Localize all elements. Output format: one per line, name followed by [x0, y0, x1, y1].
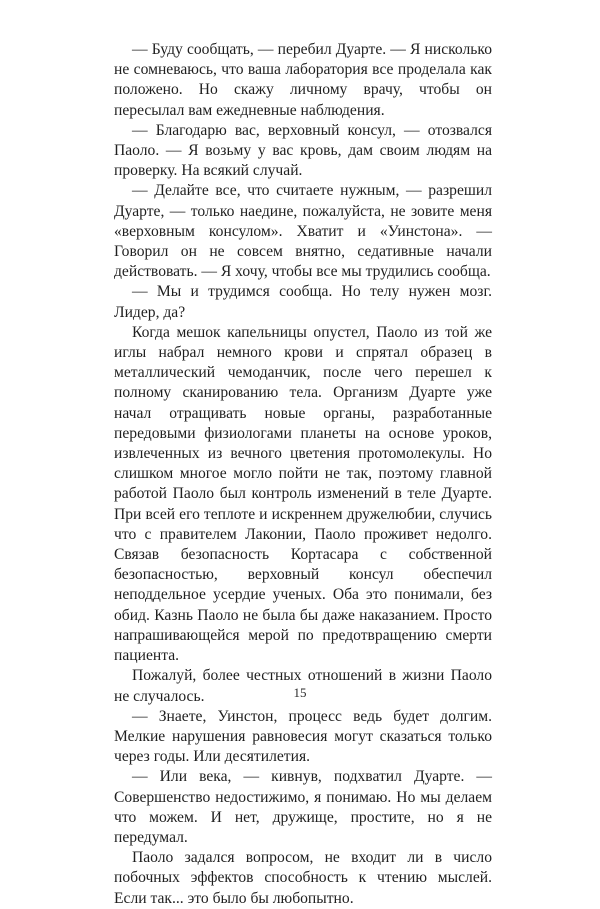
body-text	[114, 40, 492, 909]
paragraph: — Делайте все, что считаете нужным, — разрешил Дуарте, — только наедине, пожалуйста, не зовите меня «верховным консулом». Хватит и «Уинстона». — Говорил он не совсем внятно, седативные начали действовать. — Я хочу, чтобы все мы трудились сообща.	[114, 182, 492, 281]
paragraph: — Или века, — кивнув, подхватил Дуарте. — Совершенство недостижимо, я понимаю. Но мы делаем что можем. И нет, дружище, простите, но я не передумал.	[114, 768, 492, 846]
paragraph: — Мы и трудимся сообща. Но телу нужен мозг. Лидер, да?	[114, 283, 492, 321]
page-number: 15	[293, 685, 307, 700]
paragraph: Паоло задался вопросом, не входит ли в число побочных эффектов способность к чтению мыслей. Если так... это было бы любопытно.	[114, 849, 492, 907]
paragraph: Когда мешок капельницы опустел, Паоло из той же иглы набрал немного крови и спрятал образец в металлический чемоданчик, после чего перешел к полному сканированию тела. Организм Дуарте уже начал отращивать новые органы, разработанные передовыми физиологами планеты на основе уроков, извлеченных из вечного цветения протомолекулы. Но слишком многое могло пойти не так, поэтому главной работой Паоло был контроль изменений в теле Дуарте. При всей его теплоте и искреннем дружелюбии, случись что с правителем Лаконии, Паоло проживет недолго. Связав безопасность Кортасара с собственной безопасностью, верховный консул обеспечил неподдельное усердие ученых. Оба это понимали, без обид. Казнь Паоло не была бы даже наказанием. Просто напрашивающейся мерой по предотвращению смерти пациента.	[114, 323, 492, 665]
paragraph: — Буду сообщать, — перебил Дуарте. — Я нисколько не сомневаюсь, что ваша лаборатория все проделала как положено. Но скажу личному врачу, чтобы он пересылал вам ежедневные наблюдения.	[114, 41, 492, 119]
paragraph: — Благодарю вас, верховный консул, — отозвался Паоло. — Я возьму у вас кровь, дам своим людям на проверку. На всякий случай.	[114, 121, 492, 180]
paragraph: — Знаете, Уинстон, процесс ведь будет долгим. Мелкие нарушения равновесия могут сказаться только через годы. Или десятилетия.	[114, 707, 492, 766]
paragraph: Пожалуй, более честных отношений в жизни Паоло не случалось.	[114, 667, 492, 705]
